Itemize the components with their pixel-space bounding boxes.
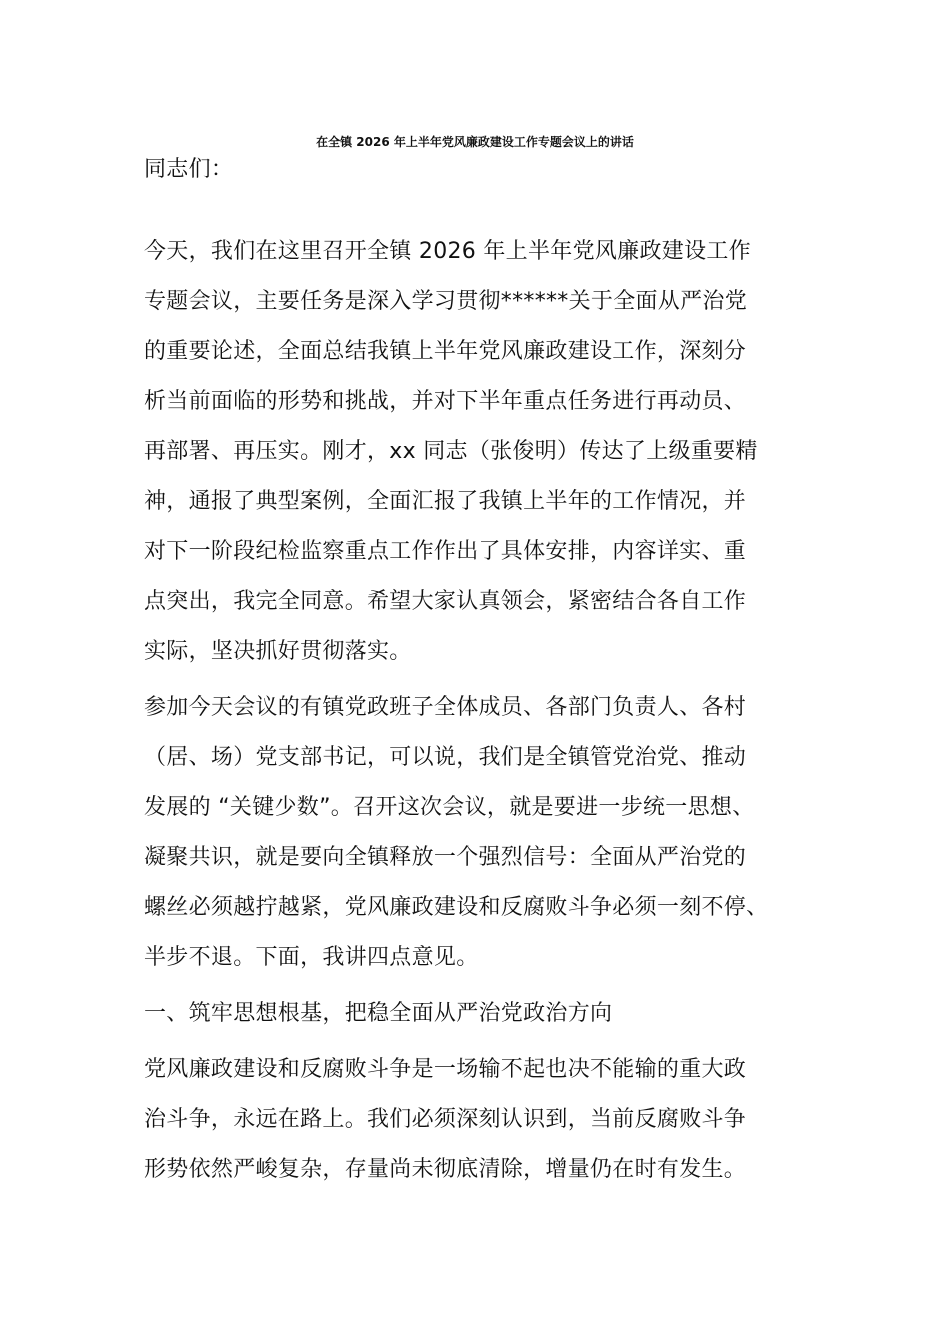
paragraph2-line: 参加今天会议的有镇党政班子全体成员、各部门负责人、各村 xyxy=(144,695,747,720)
section-heading: 一、筑牢思想根基，把稳全面从严治党政治方向 xyxy=(144,1001,613,1026)
paragraph2-line: 发展的 “关键少数”。召开这次会议，就是要进一步统一思想、 xyxy=(144,795,755,820)
paragraph3-line: 形势依然严峻复杂，存量尚未彻底清除，增量仍在时有发生。 xyxy=(144,1157,747,1182)
salutation: 同志们： xyxy=(144,157,234,182)
paragraph1-line: 的重要论述，全面总结我镇上半年党风廉政建设工作，深刻分 xyxy=(144,339,747,364)
paragraph1-line: 神，通报了典型案例，全面汇报了我镇上半年的工作情况，并 xyxy=(144,489,747,514)
paragraph1-line: 析当前面临的形势和挑战，并对下半年重点任务进行再动员、 xyxy=(144,389,747,414)
paragraph2-line: 凝聚共识，就是要向全镇释放一个强烈信号：全面从严治党的 xyxy=(144,845,747,870)
paragraph1-line: 点突出，我完全同意。希望大家认真领会，紧密结合各自工作 xyxy=(144,589,747,614)
paragraph1-line: 实际，坚决抓好贯彻落实。 xyxy=(144,639,412,664)
paragraph2-line: （居、场）党支部书记，可以说，我们是全镇管党治党、推动 xyxy=(144,745,747,770)
paragraph1-line: 专题会议，主要任务是深入学习贯彻******关于全面从严治党 xyxy=(144,289,748,314)
document-title: 在全镇 2026 年上半年党风廉政建设工作专题会议上的讲话 xyxy=(316,135,634,149)
paragraph1-line: 对下一阶段纪检监察重点工作作出了具体安排，内容详实、重 xyxy=(144,539,747,564)
paragraph2-line: 螺丝必须越拧越紧，党风廉政建设和反腐败斗争必须一刻不停、 xyxy=(144,895,769,920)
paragraph1-line: 再部署、再压实。刚才，xx 同志（张俊明）传达了上级重要精 xyxy=(144,439,758,464)
paragraph2-line: 半步不退。下面，我讲四点意见。 xyxy=(144,945,479,970)
paragraph3-line: 治斗争，永远在路上。我们必须深刻认识到，当前反腐败斗争 xyxy=(144,1107,747,1132)
paragraph3-line: 党风廉政建设和反腐败斗争是一场输不起也决不能输的重大政 xyxy=(144,1057,747,1082)
paragraph1-line: 今天，我们在这里召开全镇 2026 年上半年党风廉政建设工作 xyxy=(144,239,751,264)
